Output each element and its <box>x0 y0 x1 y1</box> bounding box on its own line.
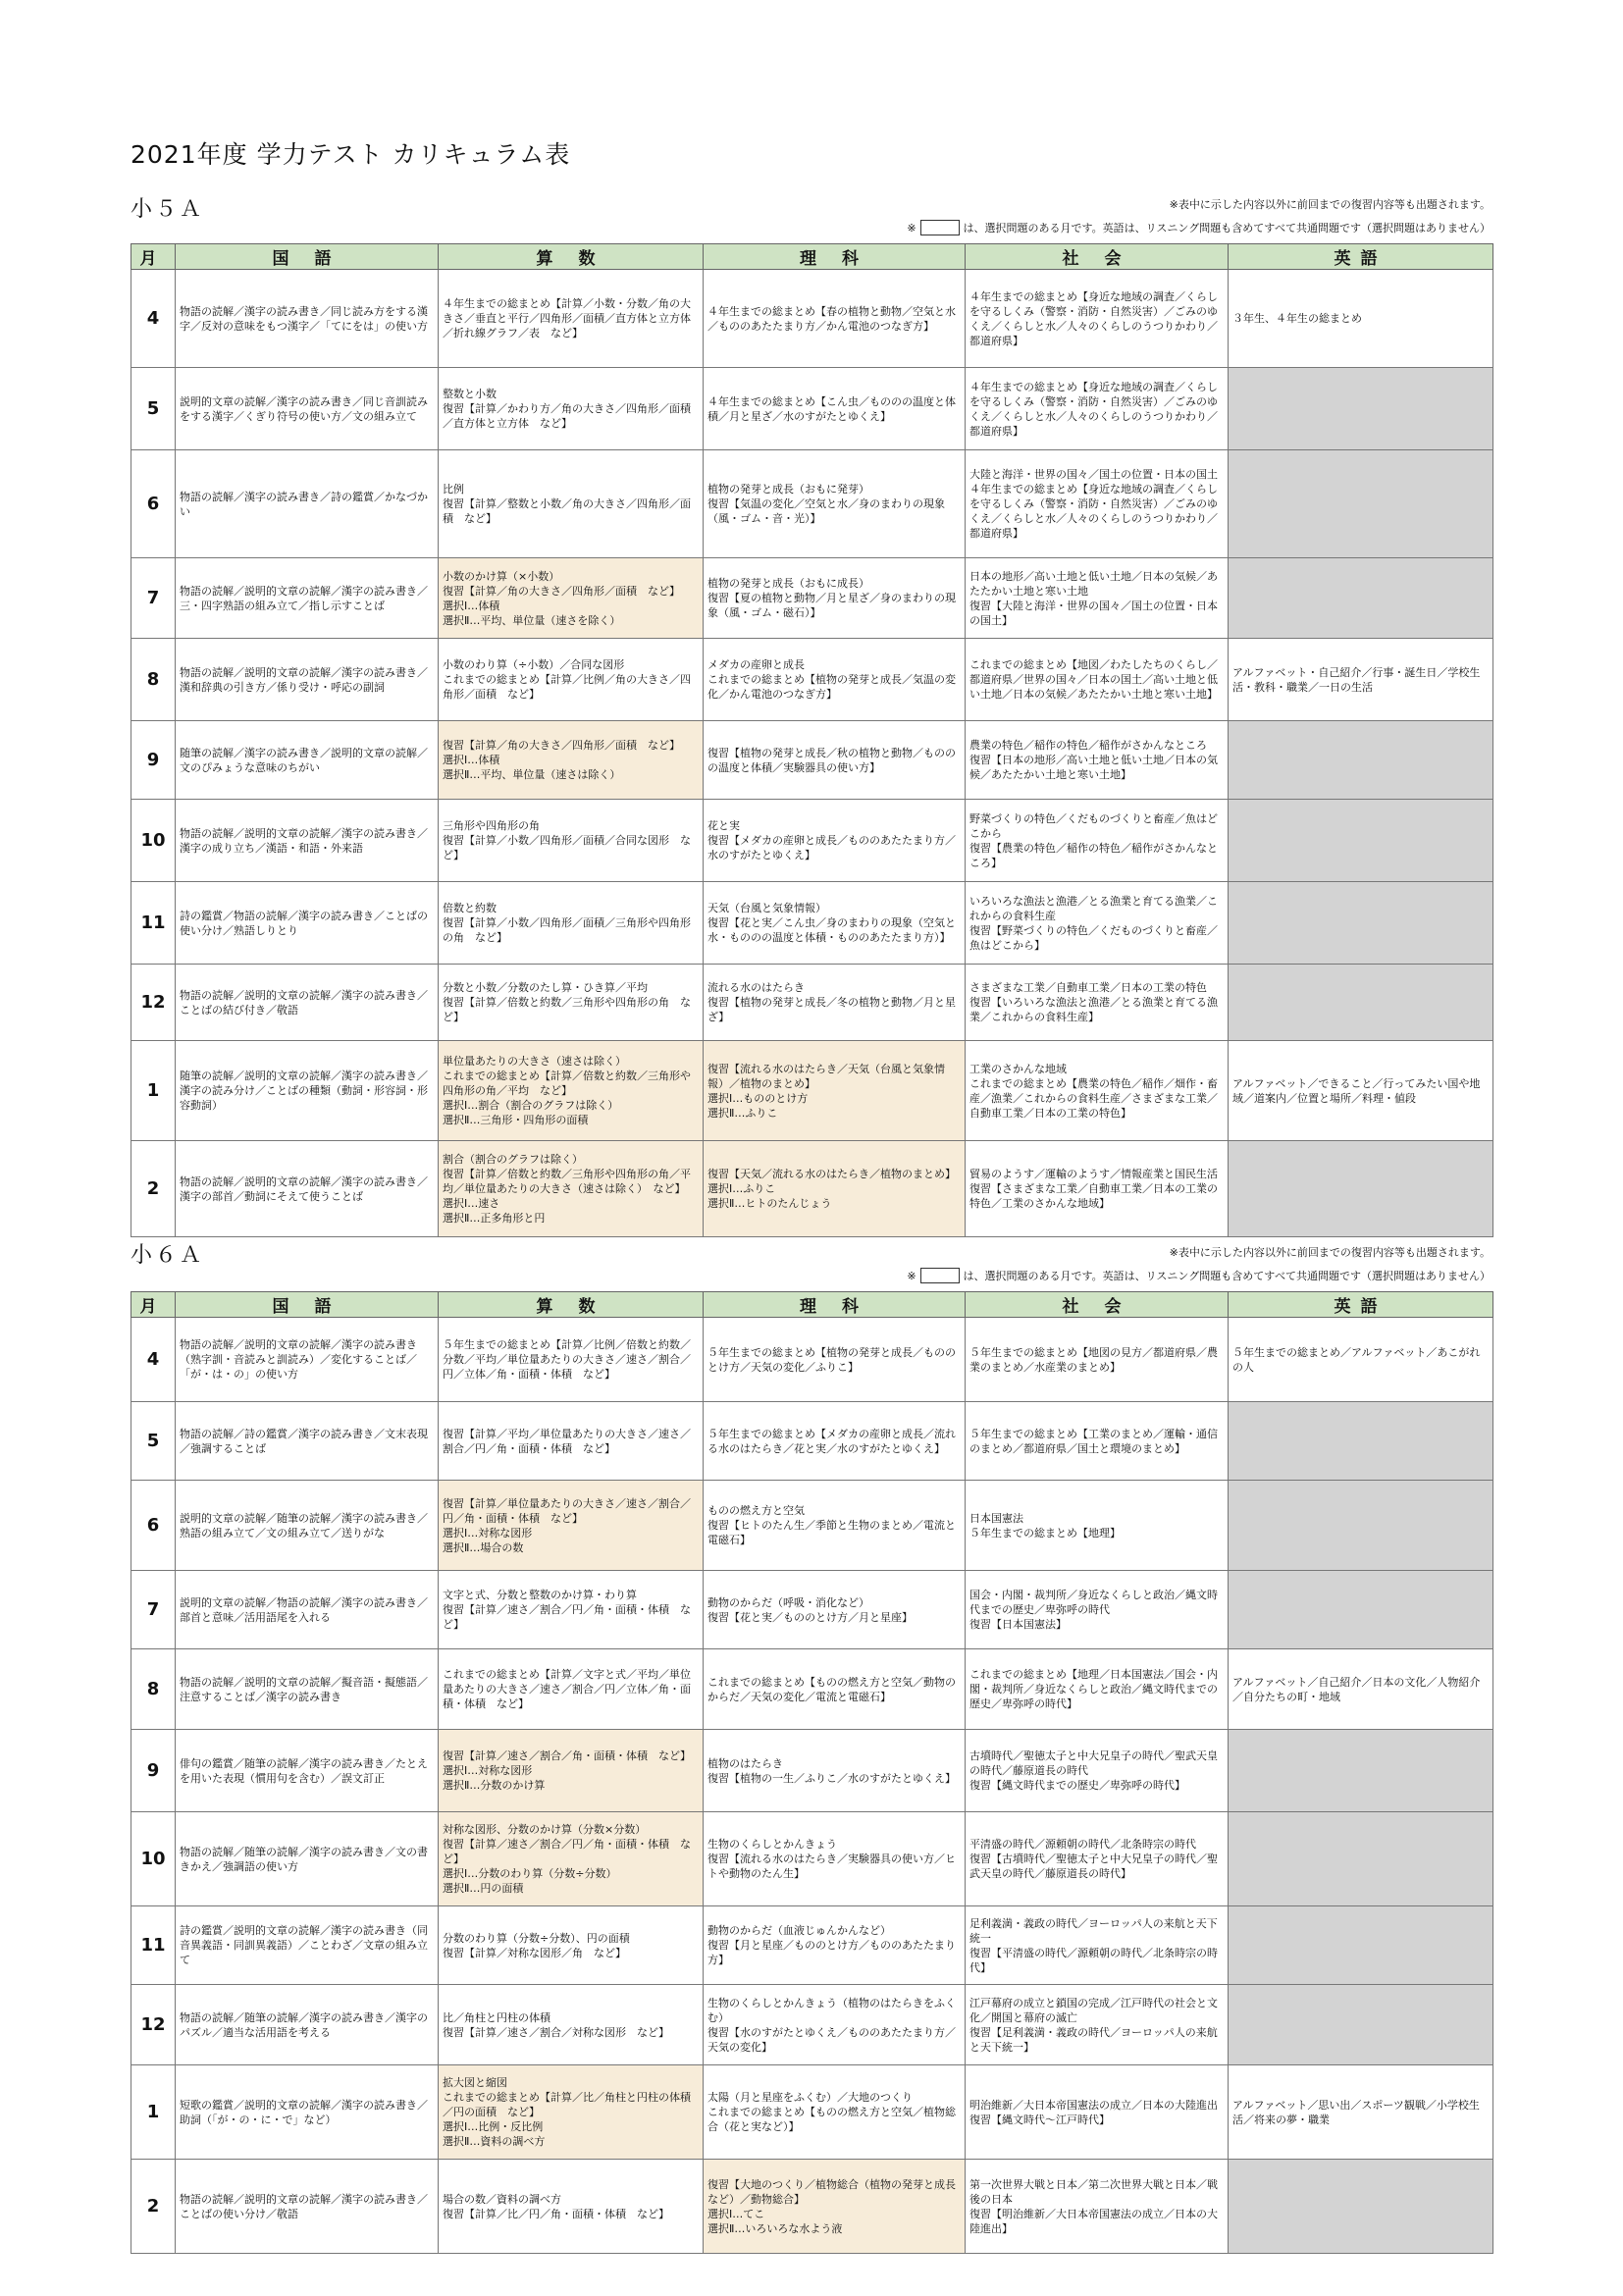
social-cell: これまでの総まとめ【地図／わたしたちのくらし／都道府県／世界の国々／日本の国土／高い土地と低い土地／日本の気候／あたたかい土地と寒い土地】 <box>966 639 1229 721</box>
table-row <box>131 965 1493 1041</box>
table-row <box>131 1041 1493 1141</box>
english-cell <box>1229 965 1493 1041</box>
social-cell: 農業の特色／稲作の特色／稲作がさかんなところ 復習【日本の地形／高い土地と低い土地／日本の気候／あたたかい土地と寒い土地】 <box>966 721 1229 800</box>
header-science: 理 科 <box>704 244 966 270</box>
math-cell: 場合の数／資料の調べ方 復習【計算／比／円／角・面積・体積 など】 <box>439 2160 704 2254</box>
month-cell: 5 <box>131 1402 176 1481</box>
section-label-g5: 小５Ａ <box>131 197 205 222</box>
science-cell: ４年生までの総まとめ【こん虫／もののの温度と体積／月と星ざ／水のすがたとゆくえ】 <box>704 368 966 450</box>
month-cell: 1 <box>131 2065 176 2160</box>
social-cell: 足利義満・義政の時代／ヨーロッパ人の来航と天下統一 復習【平清盛の時代／源頼朝の時代／北条時宗の時代】 <box>966 1906 1229 1985</box>
science-cell: 復習【大地のつくり／植物総合（植物の発芽と成長など）／動物総合】 選択Ⅰ…てこ 選択Ⅱ…いろいろな水よう液 <box>704 2160 966 2254</box>
table-header <box>131 244 1493 270</box>
page-title: 2021年度 学力テスト カリキュラム表 <box>131 140 571 169</box>
math-cell: 分数のわり算（分数÷分数）、円の面積 復習【計算／対称な図形／角 など】 <box>439 1906 704 1985</box>
science-cell: 植物のはたらき 復習【植物の一生／ふりこ／水のすがたとゆくえ】 <box>704 1730 966 1812</box>
english-cell <box>1229 1141 1493 1237</box>
english-cell: アルファベット／できること／行ってみたい国や地域／道案内／位置と場所／料理・値段 <box>1229 1041 1493 1141</box>
header-social: 社 会 <box>966 244 1229 270</box>
japanese-cell: 物語の読解／説明的文章の読解／漢字の読み書き／三・四字熟語の組み立て／指し示すことば <box>176 558 439 639</box>
social-cell: 工業のさかんな地域 これまでの総まとめ【農業の特色／稲作／畑作・畜産／漁業／これからの食料生産／さまざまな工業／自動車工業／日本の工業の特色】 <box>966 1041 1229 1141</box>
month-cell: 1 <box>131 1041 176 1141</box>
math-cell: 整数と小数 復習【計算／かわり方／角の大きさ／四角形／面積／直方体と立方体 など】 <box>439 368 704 450</box>
table-row <box>131 450 1493 558</box>
science-cell: 植物の発芽と成長（おもに成長） 復習【夏の植物と動物／月と星ざ／身のまわりの現象（風・ゴム・磁石）】 <box>704 558 966 639</box>
japanese-cell: 説明的文章の読解／随筆の読解／漢字の読み書き／熟語の組み立て／文の組み立て／送りがな <box>176 1481 439 1571</box>
math-cell: 復習【計算／平均／単位量あたりの大きさ／速さ／割合／円／角・面積・体積 など】 <box>439 1402 704 1481</box>
english-cell: アルファベット／自己紹介／日本の文化／人物紹介／自分たちの町・地域 <box>1229 1649 1493 1730</box>
social-cell: 国会・内閣・裁判所／身近なくらしと政治／縄文時代までの歴史／卑弥呼の時代 復習【日本国憲法】 <box>966 1571 1229 1649</box>
month-cell: 11 <box>131 882 176 965</box>
math-cell: 拡大図と縮図 これまでの総まとめ【計算／比／角柱と円柱の体積／円の面積 など】 選択Ⅰ…比例・反比例 選択Ⅱ…資料の調べ方 <box>439 2065 704 2160</box>
social-cell: 日本の地形／高い土地と低い土地／日本の気候／あたたかい土地と寒い土地 復習【大陸と海洋・世界の国々／国土の位置・日本の国土】 <box>966 558 1229 639</box>
month-cell: 4 <box>131 1318 176 1402</box>
header-social: 社 会 <box>966 1292 1229 1318</box>
select-note-text: は、選択問題のある月です。英語は、リスニング問題も含めてすべて共通問題です（選択問題はありません） <box>963 1270 1491 1282</box>
science-cell: 植物の発芽と成長（おもに発芽） 復習【気温の変化／空気と水／身のまわりの現象（風・ゴム・音・光）】 <box>704 450 966 558</box>
curriculum-table-g6 <box>131 1291 1493 2254</box>
japanese-cell: 詩の鑑賞／物語の読解／漢字の読み書き／ことばの使い分け／熟語しりとり <box>176 882 439 965</box>
social-cell: ５年生までの総まとめ【地図の見方／都道府県／農業のまとめ／水産業のまとめ】 <box>966 1318 1229 1402</box>
math-cell: 割合（割合のグラフは除く） 復習【計算／倍数と約数／三角形や四角形の角／平均／単位量あたりの大きさ（速さは除く） など】 選択Ⅰ…速さ 選択Ⅱ…正多角形と円 <box>439 1141 704 1237</box>
math-cell: 比例 復習【計算／整数と小数／角の大きさ／四角形／面積 など】 <box>439 450 704 558</box>
science-cell: 生物のくらしとかんきょう（植物のはたらきをふくむ） 復習【水のすがたとゆくえ／もののあたたまり方／天気の変化】 <box>704 1985 966 2065</box>
english-cell <box>1229 721 1493 800</box>
math-cell: 分数と小数／分数のたし算・ひき算／平均 復習【計算／倍数と約数／三角形や四角形の角 など】 <box>439 965 704 1041</box>
header-math: 算 数 <box>439 244 704 270</box>
table-row <box>131 1141 1493 1237</box>
english-cell <box>1229 1402 1493 1481</box>
japanese-cell: 説明的文章の読解／物語の読解／漢字の読み書き／部首と意味／活用語尾を入れる <box>176 1571 439 1649</box>
social-cell: 大陸と海洋・世界の国々／国土の位置・日本の国土 ４年生までの総まとめ【身近な地域の調査／くらしを守るしくみ（警察・消防・自然災害）／ごみのゆくえ／くらしと水／人々のくらしのうつりかわり／都道府県】 <box>966 450 1229 558</box>
science-cell: 動物のからだ（呼吸・消化など） 復習【花と実／もののとけ方／月と星座】 <box>704 1571 966 1649</box>
social-cell: これまでの総まとめ【地理／日本国憲法／国会・内閣・裁判所／身近なくらしと政治／縄文時代までの歴史／卑弥呼の時代】 <box>966 1649 1229 1730</box>
math-cell: 単位量あたりの大きさ（速さは除く） これまでの総まとめ【計算／倍数と約数／三角形や四角形の角／平均 など】 選択Ⅰ…割合（割合のグラフは除く） 選択Ⅱ…三角形・四角形の面積 <box>439 1041 704 1141</box>
english-cell <box>1229 2160 1493 2254</box>
english-cell: アルファベット・自己紹介／行事・誕生日／学校生活・教科・職業／一日の生活 <box>1229 639 1493 721</box>
month-cell: 9 <box>131 721 176 800</box>
japanese-cell: 物語の読解／説明的文章の読解／漢字の読み書き／漢字の部首／動詞にそえて使うことば <box>176 1141 439 1237</box>
review-note-g6: ※表中に示した内容以外に前回までの復習内容等も出題されます。 <box>1169 1246 1491 1259</box>
month-cell: 9 <box>131 1730 176 1812</box>
math-cell: ５年生までの総まとめ【計算／比例／倍数と約数／分数／平均／単位量あたりの大きさ／速さ／割合／円／立体／角・面積・体積 など】 <box>439 1318 704 1402</box>
science-cell: 復習【植物の発芽と成長／秋の植物と動物／もののの温度と体積／実験器具の使い方】 <box>704 721 966 800</box>
english-cell <box>1229 368 1493 450</box>
table-row <box>131 1649 1493 1730</box>
english-cell: ３年生、４年生の総まとめ <box>1229 270 1493 368</box>
japanese-cell: 随筆の読解／漢字の読み書き／説明的文章の読解／文のぴみょうな意味のちがい <box>176 721 439 800</box>
month-cell: 10 <box>131 800 176 882</box>
english-cell <box>1229 800 1493 882</box>
math-cell: 復習【計算／速さ／割合／角・面積・体積 など】 選択Ⅰ…対称な図形 選択Ⅱ…分数のかけ算 <box>439 1730 704 1812</box>
review-note-g5: ※表中に示した内容以外に前回までの復習内容等も出題されます。 <box>1169 198 1491 211</box>
table-row <box>131 1571 1493 1649</box>
header-japanese: 国 語 <box>176 244 439 270</box>
table-row <box>131 639 1493 721</box>
science-cell: メダカの産卵と成長 これまでの総まとめ【植物の発芽と成長／気温の変化／かん電池のつなぎ方】 <box>704 639 966 721</box>
table-row <box>131 1985 1493 2065</box>
select-note-g5 <box>907 220 1491 235</box>
header-english: 英語 <box>1229 1292 1493 1318</box>
japanese-cell: 物語の読解／漢字の読み書き／同じ読み方をする漢字／反対の意味をもつ漢字／「てにをは」の使い方 <box>176 270 439 368</box>
month-cell: 8 <box>131 639 176 721</box>
science-cell: 花と実 復習【メダカの産卵と成長／もののあたたまり方／水のすがたとゆくえ】 <box>704 800 966 882</box>
table-row <box>131 1812 1493 1906</box>
note-prefix: ※ <box>907 221 916 235</box>
math-cell: 復習【計算／角の大きさ／四角形／面積 など】 選択Ⅰ…体積 選択Ⅱ…平均、単位量（速さは除く） <box>439 721 704 800</box>
month-cell: 2 <box>131 1141 176 1237</box>
month-cell: 6 <box>131 450 176 558</box>
math-cell: 文字と式、分数と整数のかけ算・わり算 復習【計算／速さ／割合／円／角・面積・体積 など】 <box>439 1571 704 1649</box>
english-cell: アルファベット／思い出／スポーツ観戦／小学校生活／将来の夢・職業 <box>1229 2065 1493 2160</box>
table-row <box>131 1481 1493 1571</box>
note-prefix: ※ <box>907 1269 916 1282</box>
table-row <box>131 721 1493 800</box>
science-cell: 太陽（月と星座をふくむ）／大地のつくり これまでの総まとめ【ものの燃え方と空気／植物総合（花と実など）】 <box>704 2065 966 2160</box>
selection-legend-swatch <box>920 1268 960 1283</box>
english-cell <box>1229 558 1493 639</box>
science-cell: 動物のからだ（血液じゅんかんなど） 復習【月と星座／もののとけ方／もののあたたまり方】 <box>704 1906 966 1985</box>
math-cell: ４年生までの総まとめ【計算／小数・分数／角の大きさ／垂直と平行／四角形／面積／直方体と立方体／折れ線グラフ／表 など】 <box>439 270 704 368</box>
header-month: 月 <box>131 244 176 270</box>
science-cell: 復習【天気／流れる水のはたらき／植物のまとめ】 選択Ⅰ…ふりこ 選択Ⅱ…ヒトのたんじょう <box>704 1141 966 1237</box>
table-row <box>131 368 1493 450</box>
japanese-cell: 物語の読解／説明的文章の読解／擬音語・擬態語／注意することば／漢字の読み書き <box>176 1649 439 1730</box>
math-cell: 小数のわり算（÷小数）／合同な図形 これまでの総まとめ【計算／比例／角の大きさ／四角形／面積 など】 <box>439 639 704 721</box>
math-cell: 対称な図形、分数のかけ算（分数×分数） 復習【計算／速さ／割合／円／角・面積・体積 など】 選択Ⅰ…分数のわり算（分数÷分数） 選択Ⅱ…円の面積 <box>439 1812 704 1906</box>
japanese-cell: 物語の読解／随筆の読解／漢字の読み書き／文の書きかえ／強調語の使い方 <box>176 1812 439 1906</box>
header-month: 月 <box>131 1292 176 1318</box>
social-cell: 貿易のようす／運輸のようす／情報産業と国民生活 復習【さまざまな工業／自動車工業／日本の工業の特色／工業のさかんな地域】 <box>966 1141 1229 1237</box>
table-row <box>131 800 1493 882</box>
english-cell <box>1229 1812 1493 1906</box>
social-cell: ４年生までの総まとめ【身近な地域の調査／くらしを守るしくみ（警察・消防・自然災害）／ごみのゆくえ／くらしと水／人々のくらしのうつりかわり／都道府県】 <box>966 270 1229 368</box>
month-cell: 7 <box>131 1571 176 1649</box>
table-row <box>131 558 1493 639</box>
math-cell: 比／角柱と円柱の体積 復習【計算／速さ／割合／対称な図形 など】 <box>439 1985 704 2065</box>
science-cell: 流れる水のはたらき 復習【植物の発芽と成長／冬の植物と動物／月と星ざ】 <box>704 965 966 1041</box>
table-row <box>131 2065 1493 2160</box>
japanese-cell: 短歌の鑑賞／説明的文章の読解／漢字の読み書き／助詞（「が・の・に・で」など） <box>176 2065 439 2160</box>
japanese-cell: 物語の読解／説明的文章の読解／漢字の読み書き／漢和辞典の引き方／係り受け・呼応の副詞 <box>176 639 439 721</box>
social-cell: 日本国憲法 ５年生までの総まとめ【地理】 <box>966 1481 1229 1571</box>
header-science: 理 科 <box>704 1292 966 1318</box>
curriculum-table-g5 <box>131 243 1493 1237</box>
japanese-cell: 物語の読解／随筆の読解／漢字の読み書き／漢字のパズル／適当な活用語を考える <box>176 1985 439 2065</box>
social-cell: さまざまな工業／自動車工業／日本の工業の特色 復習【いろいろな漁法と漁港／とる漁業と育てる漁業／これからの食料生産】 <box>966 965 1229 1041</box>
social-cell: 平清盛の時代／源頼朝の時代／北条時宗の時代 復習【古墳時代／聖徳太子と中大兄皇子の時代／聖武天皇の時代／藤原道長の時代】 <box>966 1812 1229 1906</box>
japanese-cell: 物語の読解／説明的文章の読解／漢字の読み書き／ことばの結び付き／敬語 <box>176 965 439 1041</box>
math-cell: 復習【計算／単位量あたりの大きさ／速さ／割合／円／角・面積・体積 など】 選択Ⅰ…対称な図形 選択Ⅱ…場合の数 <box>439 1481 704 1571</box>
science-cell: これまでの総まとめ【ものの燃え方と空気／動物のからだ／天気の変化／電流と電磁石】 <box>704 1649 966 1730</box>
social-cell: 江戸幕府の成立と鎖国の完成／江戸時代の社会と文化／開国と幕府の滅亡 復習【足利義満・義政の時代／ヨーロッパ人の来航と天下統一】 <box>966 1985 1229 2065</box>
month-cell: 5 <box>131 368 176 450</box>
table-row <box>131 270 1493 368</box>
month-cell: 2 <box>131 2160 176 2254</box>
social-cell: 野菜づくりの特色／くだものづくりと畜産／魚はどこから 復習【農業の特色／稲作の特色／稲作がさかんなところ】 <box>966 800 1229 882</box>
social-cell: 明治維新／大日本帝国憲法の成立／日本の大陸進出 復習【縄文時代～江戸時代】 <box>966 2065 1229 2160</box>
month-cell: 4 <box>131 270 176 368</box>
science-cell: ５年生までの総まとめ【植物の発芽と成長／もののとけ方／天気の変化／ふりこ】 <box>704 1318 966 1402</box>
table-row <box>131 1402 1493 1481</box>
japanese-cell: 物語の読解／説明的文章の読解／漢字の読み書き／漢字の成り立ち／漢語・和語・外来語 <box>176 800 439 882</box>
header-english: 英語 <box>1229 244 1493 270</box>
english-cell <box>1229 450 1493 558</box>
english-cell <box>1229 1730 1493 1812</box>
japanese-cell: 物語の読解／漢字の読み書き／詩の鑑賞／かなづかい <box>176 450 439 558</box>
selection-legend-swatch <box>920 220 960 235</box>
table-row <box>131 1906 1493 1985</box>
social-cell: ５年生までの総まとめ【工業のまとめ／運輸・通信のまとめ／都道府県／国土と環境のまとめ】 <box>966 1402 1229 1481</box>
english-cell <box>1229 1571 1493 1649</box>
month-cell: 11 <box>131 1906 176 1985</box>
science-cell: 復習【流れる水のはたらき／天気（台風と気象情報）／植物のまとめ】 選択Ⅰ…もののとけ方 選択Ⅱ…ふりこ <box>704 1041 966 1141</box>
science-cell: ４年生までの総まとめ【春の植物と動物／空気と水／もののあたたまり方／かん電池のつなぎ方】 <box>704 270 966 368</box>
japanese-cell: 説明的文章の読解／漢字の読み書き／同じ音訓読みをする漢字／くぎり符号の使い方／文の組み立て <box>176 368 439 450</box>
english-cell <box>1229 1906 1493 1985</box>
table-row <box>131 2160 1493 2254</box>
social-cell: いろいろな漁法と漁港／とる漁業と育てる漁業／これからの食料生産 復習【野菜づくりの特色／くだものづくりと畜産／魚はどこから】 <box>966 882 1229 965</box>
select-note-text: は、選択問題のある月です。英語は、リスニング問題も含めてすべて共通問題です（選択問題はありません） <box>963 222 1491 235</box>
month-cell: 10 <box>131 1812 176 1906</box>
science-cell: 天気（台風と気象情報） 復習【花と実／こん虫／身のまわりの現象（空気と水・もののの温度と体積・もののあたたまり方）】 <box>704 882 966 965</box>
japanese-cell: 物語の読解／詩の鑑賞／漢字の読み書き／文末表現／強調することば <box>176 1402 439 1481</box>
month-cell: 6 <box>131 1481 176 1571</box>
japanese-cell: 物語の読解／説明的文章の読解／漢字の読み書き／ことばの使い分け／敬語 <box>176 2160 439 2254</box>
english-cell <box>1229 1985 1493 2065</box>
table-row <box>131 1730 1493 1812</box>
table-header <box>131 1292 1493 1318</box>
science-cell: ものの燃え方と空気 復習【ヒトのたん生／季節と生物のまとめ／電流と電磁石】 <box>704 1481 966 1571</box>
select-note-g6 <box>907 1268 1491 1283</box>
table-row <box>131 1318 1493 1402</box>
month-cell: 12 <box>131 1985 176 2065</box>
math-cell: 小数のかけ算（×小数） 復習【計算／角の大きさ／四角形／面積 など】 選択Ⅰ…体積 選択Ⅱ…平均、単位量（速さを除く） <box>439 558 704 639</box>
japanese-cell: 随筆の読解／説明的文章の読解／漢字の読み書き／漢字の読み分け／ことばの種類（動詞・形容詞・形容動詞） <box>176 1041 439 1141</box>
english-cell <box>1229 1481 1493 1571</box>
social-cell: 古墳時代／聖徳太子と中大兄皇子の時代／聖武天皇の時代／藤原道長の時代 復習【縄文時代までの歴史／卑弥呼の時代】 <box>966 1730 1229 1812</box>
month-cell: 8 <box>131 1649 176 1730</box>
math-cell: 倍数と約数 復習【計算／小数／四角形／面積／三角形や四角形の角 など】 <box>439 882 704 965</box>
month-cell: 12 <box>131 965 176 1041</box>
month-cell: 7 <box>131 558 176 639</box>
english-cell: ５年生までの総まとめ／アルファベット／あこがれの人 <box>1229 1318 1493 1402</box>
header-japanese: 国 語 <box>176 1292 439 1318</box>
japanese-cell: 俳句の鑑賞／随筆の読解／漢字の読み書き／たとえを用いた表現（慣用句を含む）／誤文訂正 <box>176 1730 439 1812</box>
japanese-cell: 物語の読解／説明的文章の読解／漢字の読み書き（熟字訓・音読みと訓読み）／変化することば／「が・は・の」の使い方 <box>176 1318 439 1402</box>
math-cell: 三角形や四角形の角 復習【計算／小数／四角形／面積／合同な図形 など】 <box>439 800 704 882</box>
science-cell: ５年生までの総まとめ【メダカの産卵と成長／流れる水のはたらき／花と実／水のすがたとゆくえ】 <box>704 1402 966 1481</box>
japanese-cell: 詩の鑑賞／説明的文章の読解／漢字の読み書き（同音異義語・同訓異義語）／ことわざ／文章の組み立て <box>176 1906 439 1985</box>
social-cell: ４年生までの総まとめ【身近な地域の調査／くらしを守るしくみ（警察・消防・自然災害）／ごみのゆくえ／くらしと水／人々のくらしのうつりかわり／都道府県】 <box>966 368 1229 450</box>
header-math: 算 数 <box>439 1292 704 1318</box>
math-cell: これまでの総まとめ【計算／文字と式／平均／単位量あたりの大きさ／速さ／割合／円／立体／角・面積・体積 など】 <box>439 1649 704 1730</box>
science-cell: 生物のくらしとかんきょう 復習【流れる水のはたらき／実験器具の使い方／ヒトや動物のたん生】 <box>704 1812 966 1906</box>
section-label-g6: 小６Ａ <box>131 1243 205 1268</box>
english-cell <box>1229 882 1493 965</box>
social-cell: 第一次世界大戦と日本／第二次世界大戦と日本／戦後の日本 復習【明治維新／大日本帝国憲法の成立／日本の大陸進出】 <box>966 2160 1229 2254</box>
table-row <box>131 882 1493 965</box>
